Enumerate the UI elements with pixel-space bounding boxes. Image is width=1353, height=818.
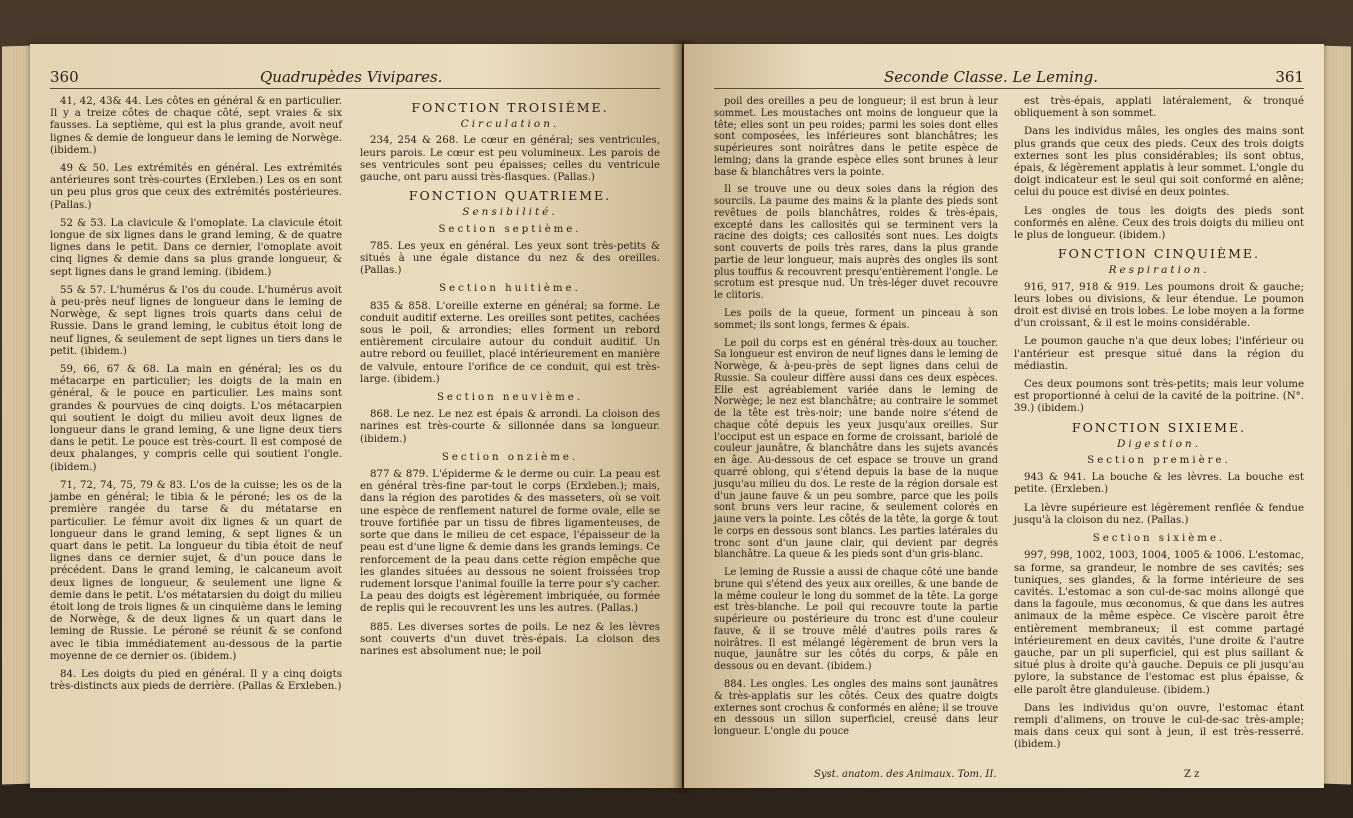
- paragraph: 234, 254 & 268. Le cœur en général; ses ventricules, leurs parois. Le cœur est peu volumineux. Les parois de ses ventricules sont peu épaisses; celles du ventricule gauche, ont paru aussi très-flasques. (Pallas.): [360, 135, 660, 184]
- page-number: 361: [1275, 68, 1304, 86]
- section-heading: FONCTION SIXIEME.: [1071, 419, 1247, 435]
- paragraph: 916, 917, 918 & 919. Les poumons droit & gauche; leurs lobes ou divisions, & leur étendue. Le poumon droit est divisé en trois lobes. Le lobe moyen a la forme d'un croissant, & il est le moins considérable.: [1014, 281, 1304, 330]
- subsection-heading: Digestion.: [1116, 437, 1202, 450]
- right-column: [360, 96, 660, 664]
- running-head: Seconde Classe. Le Leming.: [884, 68, 1099, 86]
- paragraph: 71, 72, 74, 75, 79 & 83. L'os de la cuisse; les os de la jambe en général; le tibia & le péroné; les os de la première rangée du tarse & du métatarse en particulier. Le fémur avoit dix lignes & un quart de longueur dans le grand leming, & sept lignes & un quart dans le petit. La longueur du tibia étoit de neuf lignes dans ce dernier sujet, & d'un pouce dans le précédent. Dans le grand leming, le calcaneum avoit deux lignes de longueur, & seulement une ligne & demie dans le petit. L'os métatarsien du doigt du milieu étoit long de trois lignes & un cinquième dans le leming de Norwège, & de deux lignes & un quart dans le leming de Russie. Le péroné se réunit & se confond avec le tibia immédiatement au-dessous de la partie moyenne de ce dernier os. (ibidem.): [50, 479, 342, 662]
- section-subheading: Section onzième.: [441, 451, 579, 463]
- paragraph: Dans les individus mâles, les ongles des mains sont plus grands que ceux des pieds. Ceux des trois doigts externes sont les plus considérables; ils sont obtus, épais, & légèrement applatis à leur sommet. L'ongle du doigt indicateur est le seul qui soit conformé en alêne; celui du pouce est divisé en deux pointes.: [1014, 126, 1304, 199]
- paragraph: 55 & 57. L'humérus & l'os du coude. L'humérus avoit à peu-près neuf lignes de longueur dans le leming de Norwège, & sept lignes trois quarts dans celui de Russie. Dans le grand leming, le cubitus étoit long de neuf lignes, & seulement de sept lignes un tiers dans le petit. (ibidem.): [50, 284, 342, 357]
- footer-text: Syst. anatom. des Animaux. Tom. II.: [814, 769, 997, 780]
- paragraph: Le poumon gauche n'a que deux lobes; l'inférieur ou l'antérieur est presque situé dans la région du médiastin.: [1014, 336, 1304, 372]
- subsection-heading: Respiration.: [1108, 264, 1210, 277]
- section-subheading: Section sixième.: [1092, 533, 1226, 545]
- paragraph: 943 & 941. La bouche & les lèvres. La bouche est petite. (Erxleben.): [1014, 472, 1304, 496]
- paragraph: 84. Les doigts du pied en général. Il y a cinq doigts très-distincts aux pieds de derrière. (Pallas & Erxleben.): [50, 668, 342, 693]
- paragraph: Ces deux poumons sont très-petits; mais leur volume est proportionné à celui de la cavité de la poitrine. (N°. 39.) (ibidem.): [1014, 379, 1304, 415]
- section-subheading: Section septième.: [438, 223, 582, 235]
- page-number: 360: [50, 68, 79, 86]
- signature-mark: Z z: [1184, 769, 1200, 780]
- paragraph: 785. Les yeux en général. Les yeux sont très-petits & situés à une égale distance du nez & des oreilles. (Pallas.): [360, 240, 660, 277]
- paragraph: Dans les individus qu'on ouvre, l'estomac étant rempli d'alimens, on trouve le cul-de-sac très-ample; mais dans ceux qui sont à jeun, il est très-resserré. (ibidem.): [1014, 702, 1304, 751]
- right-page: [684, 44, 1324, 788]
- paragraph: 877 & 879. L'épiderme & le derme ou cuir. La peau est en général très-fine par-tout le corps (Erxleben.); mais, dans la région des parotides & des masseters, où se voit une espèce de renflement naturel de forme ovale, elle se trouve fortifiée par un tissu de fibres ligamenteuses, de sorte que dans le milieu de cet espace, l'épaisseur de la peau est d'une ligne & demie dans les grands lemings. Ce renforcement de la peau dans cette région empêche que les glandes situées au dessous ne soient froissées trop rudement lorsque l'animal fouille la terre pour s'y cacher. La peau des doigts est légèrement imbriquée, ou formée de replis qui le recouvrent les uns les autres. (Pallas.): [360, 469, 660, 615]
- left-column: [714, 96, 998, 744]
- section-subheading: Section première.: [1087, 455, 1231, 467]
- running-head: Quadrupèdes Vivipares.: [260, 68, 443, 86]
- subsection-heading: Sensibilité.: [462, 206, 558, 219]
- right-column: [1014, 96, 1304, 758]
- paragraph: Les ongles de tous les doigts des pieds sont conformés en alêne. Ceux des trois doigts du milieu ont le plus de longueur. (ibidem.): [1014, 205, 1304, 242]
- paragraph: 997, 998, 1002, 1003, 1004, 1005 & 1006. L'estomac, sa forme, sa grandeur, le nombre de ses cavités; ses tuniques, ses glandes, & la forme intérieure de ses cavités. L'estomac a son cul-de-sac moins allongé que dans la fagoule, mus œconomus, & que dans les autres animaux de la même espèce. Ce viscère paroit être entièrement membraneux; il est comme partagé intérieurement en deux cavités, l'une droite & l'autre gauche, par un pli superficiel, qui est plus saillant & situé plus à droite qu'à gauche. Depuis ce pli jusqu'au pylore, la substance de l'estomac est plus épaisse, & elle paroît être glanduleuse. (ibidem.): [1014, 550, 1304, 696]
- paragraph: 835 & 858. L'oreille externe en général; sa forme. Le conduit auditif externe. Les oreilles sont petites, cachées sous le poil, & arrondies; elles forment un rebord entièrement circulaire autour du conduit auditif. Un autre rebord ou feuillet, placé intérieurement en manière de valvule, entoure l'orifice de ce conduit, qui est très-large. (ibidem.): [360, 300, 660, 385]
- paragraph: Le poil du corps est en général très-doux au toucher. Sa longueur est environ de neuf lignes dans le leming de Norwège, & à-peu-près de sept lignes dans celui de Russie. Sa couleur diffère aussi dans ces deux espèces. Elle est agréablement variée dans le leming de Norwège; le nez est blanchâtre; au contraire le sommet de la tête est très-noir; une bande noire s'étend de chaque côté depuis les yeux jusqu'aux oreilles. Sur l'occiput est un espace en forme de croissant, bariolé de couleur jaunâtre, & blanchâtre dans les sujets avancés en âge. Au-dessous de cet espace se trouve un grand quarré oblong, qui s'étend depuis la base de la nuque jusqu'au milieu du dos. Le reste de la région dorsale est d'un jaune fauve & un peu sombre, parce que les poils sont bruns vers leur racine, & seulement colorés en jaune vers la pointe. Les côtés de la tête, la gorge & tout le corps en dessous sont blancs. Les parties latérales du tronc sont d'un jaune clair, qui devient par degrés blanchâtre. La queue & les pieds sont d'un gris-blanc.: [714, 337, 998, 561]
- paragraph: poil des oreilles a peu de longueur; il est brun à leur sommet. Les moustaches ont moins de longueur que la tête; elles sont un peu roides; parmi les soies dont elles sont composées, les inférieures sont blanchâtres; les supérieures sont noirâtres dans le petite espèce de leming; dans la grande espèce elles sont brunes à leur base & blanchâtres vers la pointe.: [714, 96, 998, 178]
- section-subheading: Section huitième.: [439, 283, 581, 295]
- header-rule: [714, 88, 1304, 89]
- paragraph: 884. Les ongles. Les ongles des mains sont jaunâtres & très-applatis sur les côtés. Ceux des quatre doigts externes sont crochus & conformés en alêne; il se trouve en dessous un sillon superficiel, creusé dans leur longueur. L'ongle du pouce: [714, 678, 998, 738]
- paragraph: 41, 42, 43& 44. Les côtes en général & en particulier. Il y a treize côtes de chaque côté, sept vraies & six fausses. La septième, qui est la plus grande, avoit neuf lignes & demie de longueur dans le leming de Norwège. (ibidem.): [50, 96, 342, 156]
- subsection-heading: Circulation.: [460, 118, 560, 131]
- paragraph: 59, 66, 67 & 68. La main en général; les os du métacarpe en particulier; les doigts de la main en général, & le pouce en particulier. Les mains sont grandes & pourvues de cinq doigts. L'os métacarpien qui soutient le doigt du milieu avoit deux lignes de longueur dans le grand leming, & une ligne deux tiers dans le petit. Le pouce est très-court. Il est composé de deux phalanges, y compris celle qui soutient l'ongle. (ibidem.): [50, 364, 342, 473]
- section-subheading: Section neuvième.: [436, 392, 584, 404]
- paragraph: Le leming de Russie a aussi de chaque côté une bande brune qui s'étend des yeux aux oreilles, & une bande de la même couleur le long du sommet de la tête. La gorge est très-blanche. Le poil qui recouvre toute la partie supérieure ou postérieure du tronc est d'une couleur fauve, & il se trouve mêlé d'autres poils rares & noirâtres. Il est mélangé légèrement de brun vers la nuque, jaunâtre sur les côtés du corps, & pâle en dessous ou en devant. (ibidem.): [714, 567, 998, 673]
- paragraph: 885. Les diverses sortes de poils. Le nez & les lèvres sont couverts d'un duvet très-épais. La cloison des narines est absolument nue; le poil: [360, 621, 660, 657]
- paragraph: est très-épais, applati latéralement, & tronqué obliquement à son sommet.: [1014, 96, 1304, 120]
- section-heading: FONCTION TROISIÈME.: [411, 100, 609, 115]
- left-column: [50, 96, 342, 699]
- paragraph: Il se trouve une ou deux soies dans la région des sourcils. La paume des mains & la plante des pieds sont revêtues de poils blanchâtres, roides & très-épais, excepté dans les callosités qui se terminent vers la racine des doigts; ces callosités sont nues. Les doigts sont couverts de poils très rares, dans la plus grande partie de leur longueur, mais auprès des ongles ils sont plus touffus & recouvrent presqu'entièrement l'ongle. Le scrotum est presque nud. Un très-léger duvet recouvre le clitoris.: [714, 184, 998, 302]
- paragraph: Les poils de la queue, forment un pinceau à son sommet; ils sont longs, fermes & épais.: [714, 308, 998, 331]
- paragraph: 52 & 53. La clavicule & l'omoplate. La clavicule étoit longue de six lignes dans le grand leming, & de quatre lignes dans le petit. Dans ce dernier, l'omoplate avoit cinq lignes & demie dans sa plus grande longueur, & sept lignes dans le grand leming. (ibidem.): [50, 217, 342, 278]
- left-page: [30, 44, 682, 788]
- paragraph: 49 & 50. Les extrémités en général. Les extrémités antérieures sont très-courtes (Erxleben.) Les os en sont un peu plus gros que ceux des extrémités postérieures. (Pallas.): [50, 163, 342, 211]
- section-heading: FONCTION CINQUIÈME.: [1057, 246, 1261, 262]
- header-rule: [50, 88, 660, 89]
- section-heading: FONCTION QUATRIEME.: [408, 188, 612, 204]
- paragraph: 868. Le nez. Le nez est épais & arrondi. La cloison des narines est très-courte & sillonnée dans sa longueur. (ibidem.): [360, 409, 660, 445]
- paragraph: La lèvre supérieure est légèrement renflée & fendue jusqu'à la cloison du nez. (Pallas.): [1014, 502, 1304, 526]
